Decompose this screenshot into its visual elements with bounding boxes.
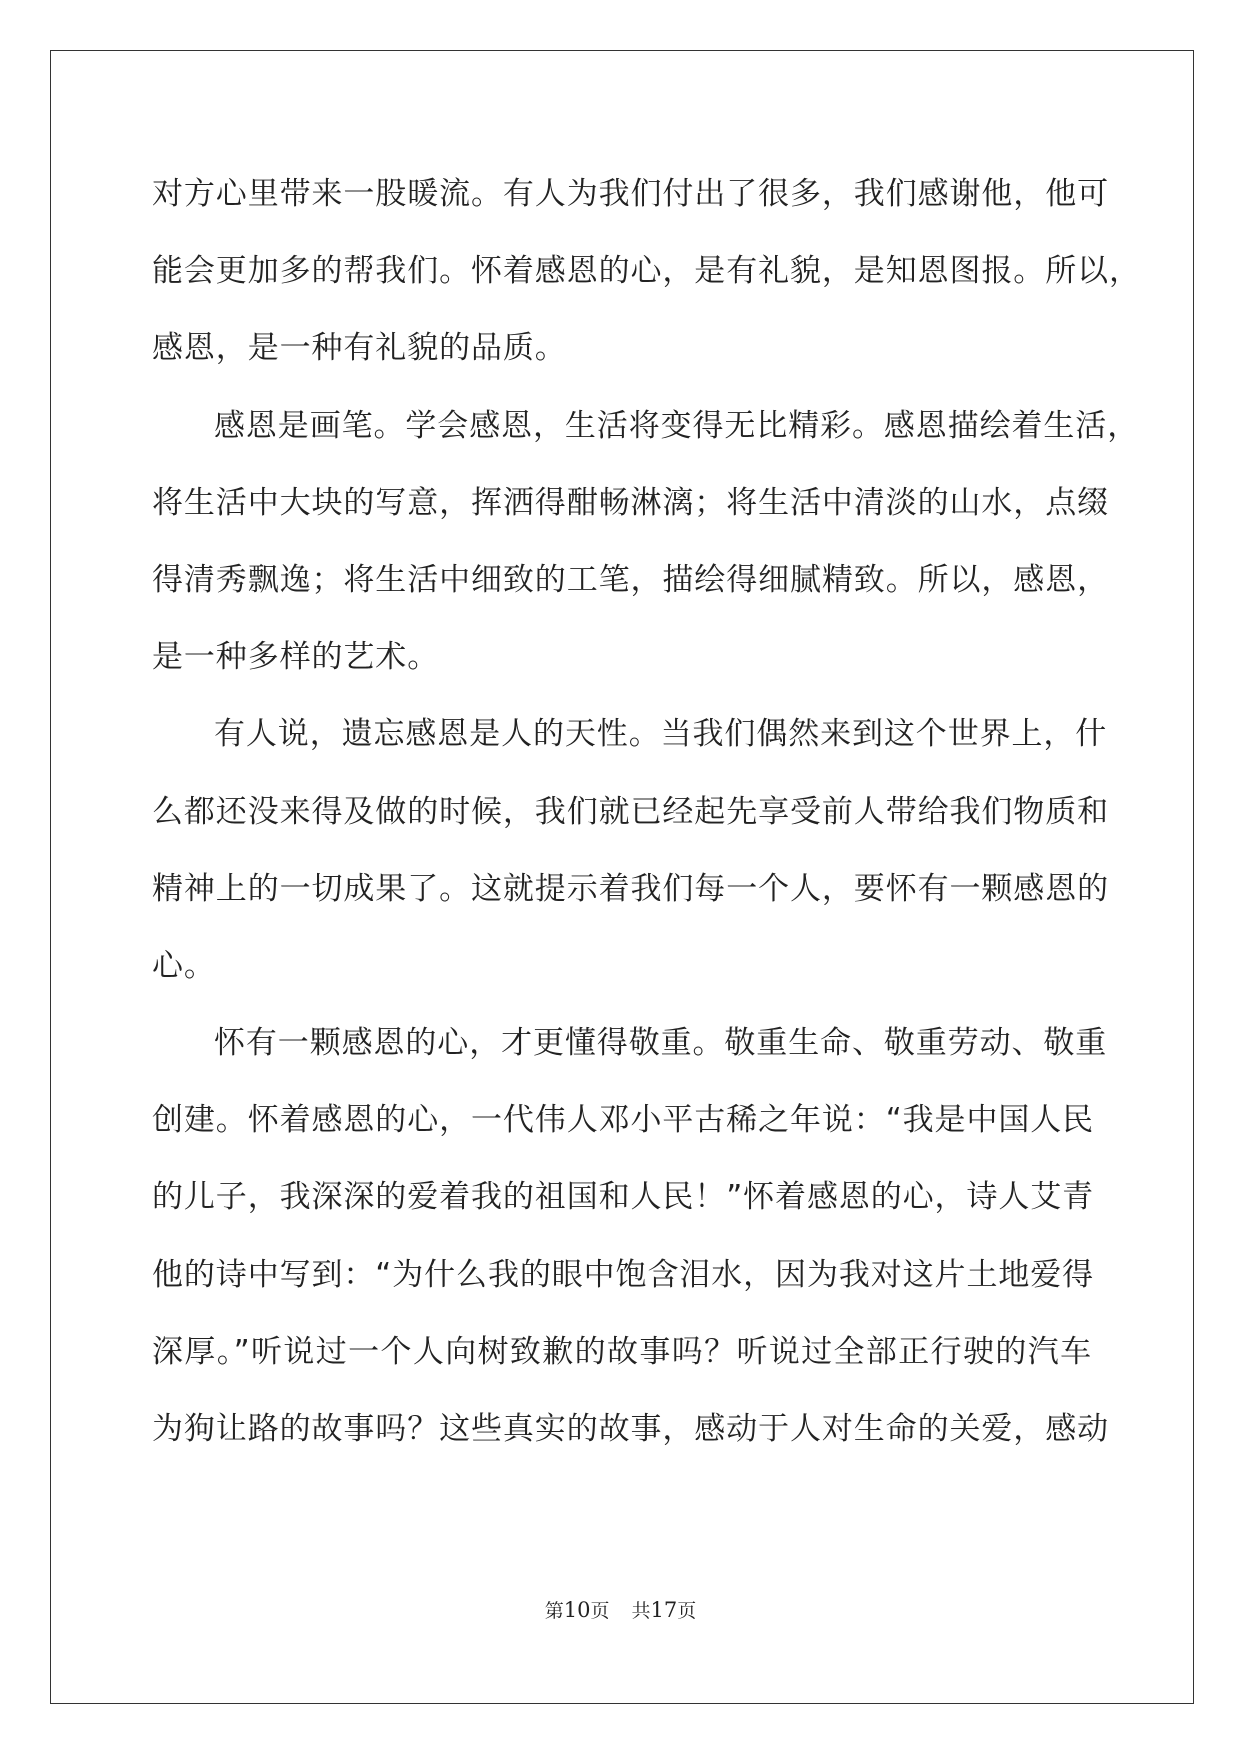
text-line: 是一种多样的艺术。 — [152, 639, 440, 676]
text-line: 为狗让路的故事吗？这些真实的故事，感动于人对生命的关爱，感动 — [152, 1411, 1109, 1447]
paragraph-2 — [152, 388, 1140, 697]
page-footer — [0, 1596, 1241, 1623]
text-line: 怀有一颗感恩的心，才更懂得敬重。敬重生命、敬重劳动、敬重 — [214, 1025, 1108, 1062]
text-line: 对方心里带来一股暖流。有人为我们付出了很多，我们感谢他，他可 — [152, 176, 1109, 212]
paragraph-4 — [152, 1005, 1109, 1468]
total-pages: 17 — [650, 1598, 678, 1622]
paragraph-1 — [152, 156, 1141, 388]
page-suffix: 页 — [590, 1600, 610, 1622]
paragraph-3 — [152, 696, 1109, 1005]
text-line: 心。 — [152, 947, 216, 984]
total-suffix: 页 — [677, 1600, 697, 1622]
document-body — [152, 156, 1141, 1468]
text-line: 精神上的一切成果了。这就提示着我们每一个人，要怀有一颗感恩的 — [152, 870, 1109, 907]
text-line: 有人说，遗忘感恩是人的天性。当我们偶然来到这个世界上，什 — [214, 716, 1108, 753]
text-line: 他的诗中写到：“为什么我的眼中饱含泪水，因为我对这片土地爱得 — [152, 1256, 1095, 1293]
text-line: 能会更加多的帮我们。怀着感恩的心，是有礼貌，是知恩图报。所以， — [152, 253, 1141, 290]
page-prefix: 第 — [544, 1600, 564, 1622]
text-line: 深厚。”听说过一个人向树致歉的故事吗？听说过全部正行驶的汽车 — [152, 1333, 1092, 1370]
text-line: 感恩是画笔。学会感恩，生活将变得无比精彩。感恩描绘着生活， — [214, 407, 1140, 444]
text-line: 的儿子，我深深的爱着我的祖国和人民！”怀着感恩的心，诗人艾青 — [152, 1179, 1095, 1216]
text-line: 感恩，是一种有礼貌的品质。 — [152, 330, 567, 367]
text-line: 得清秀飘逸；将生活中细致的工笔，描绘得细腻精致。所以，感恩， — [152, 561, 1109, 598]
text-line: 将生活中大块的写意，挥洒得酣畅淋漓；将生活中清淡的山水，点缀 — [152, 484, 1109, 521]
text-line: 创建。怀着感恩的心，一代伟人邓小平古稀之年说：“我是中国人民 — [152, 1102, 1095, 1139]
text-line: 么都还没来得及做的时候，我们就已经起先享受前人带给我们物质和 — [152, 793, 1109, 830]
total-prefix: 共 — [631, 1600, 651, 1622]
page-number: 10 — [563, 1598, 591, 1622]
